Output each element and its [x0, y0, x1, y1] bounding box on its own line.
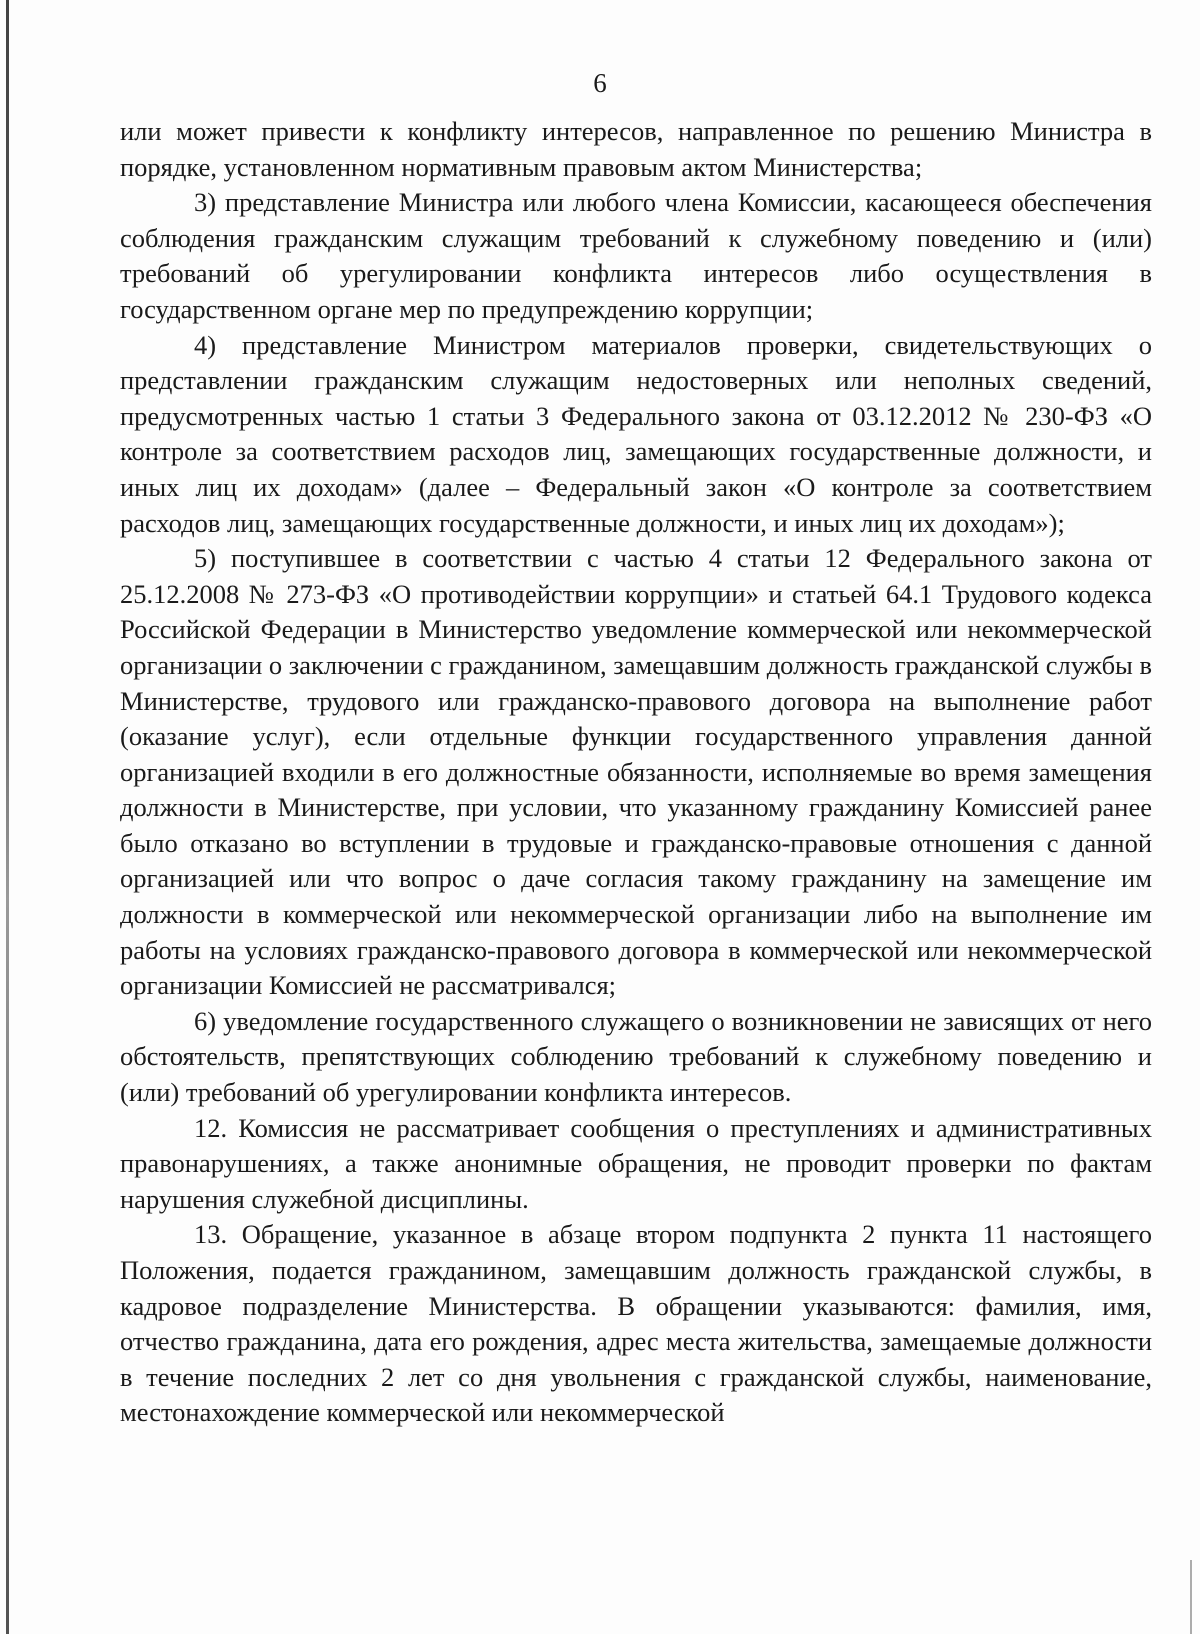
paragraph-item-4: 4) представление Министром материалов проверки, свидетельствующих о представлении гражданским служащим недостоверных или неполных сведений, предусмотренных частью 1 статьи 3 Федерального закона от 03.12.2012 № 230-ФЗ «О контроле за соответствием расходов лиц, замещающих государственные должности, и иных лиц их доходам» (далее – Федеральный закон «О контроле за соответствием расходов лиц, замещающих государственные должности, и иных лиц их доходам»); — [120, 329, 1152, 538]
paragraph-section-13: 13. Обращение, указанное в абзаце втором подпункта 2 пункта 11 настоящего Положения, подается гражданином, замещавшим должность гражданской службы, в кадровое подразделение Министерства. В обращении указываются: фамилия, имя, отчество гражданина, дата его рождения, адрес места жительства, замещаемые должности в течение последних 2 лет со дня увольнения с гражданской службы, наименование, местонахождение коммерческой или некоммерческой — [120, 1219, 1152, 1428]
paragraph-item-3: 3) представление Министра или любого члена Комиссии, касающееся обеспечения соблюдения гражданским служащим требований к служебному поведению и (или) требований об урегулировании конфликта интересов либо осуществления в государственном органе мер по предупреждению коррупции; — [120, 187, 1152, 324]
document-body — [120, 114, 1152, 1431]
paragraph-section-12: 12. Комиссия не рассматривает сообщения о преступлениях и административных правонарушениях, а также анонимные обращения, не проводит проверки по фактам нарушения служебной дисциплины. — [120, 1112, 1152, 1214]
paragraph-item-6: 6) уведомление государственного служащего о возникновении не зависящих от него обстоятельств, препятствующих соблюдению требований к служебному поведению и (или) требований об урегулировании конфликта интересов. — [120, 1005, 1152, 1108]
paragraph-continuation: или может привести к конфликту интересов, направленное по решению Министра в порядке, установленном нормативным правовым актом Министерства; — [120, 116, 1152, 182]
page-number: 6 — [593, 68, 607, 98]
paragraph-item-5: 5) поступившее в соответствии с частью 4 статьи 12 Федерального закона от 25.12.2008 № 273-ФЗ «О противодействии коррупции» и статьей 64.1 Трудового кодекса Российской Федерации в Министерство уведомление коммерческой или некоммерческой организации о заключении с гражданином, замещавшим должность гражданской службы в Министерстве, трудового или гражданско-правового договора на выполнение работ (оказание услуг), если отдельные функции государственного управления данной организацией входили в его должностные обязанности, исполняемые во время замещения должности в Министерстве, при условии, что указанному гражданину Комиссией ранее было отказано во вступлении в трудовые и гражданско-правовые отношения с данной организацией или что вопрос о даче согласия такому гражданину на замещение им должности в коммерческой или некоммерческой организации либо на выполнение им работы на условиях гражданско-правового договора в коммерческой или некоммерческой организации Комиссией не рассматривался; — [120, 543, 1152, 1001]
scan-border-left — [6, 0, 9, 1634]
scan-border-right — [1190, 1560, 1192, 1634]
